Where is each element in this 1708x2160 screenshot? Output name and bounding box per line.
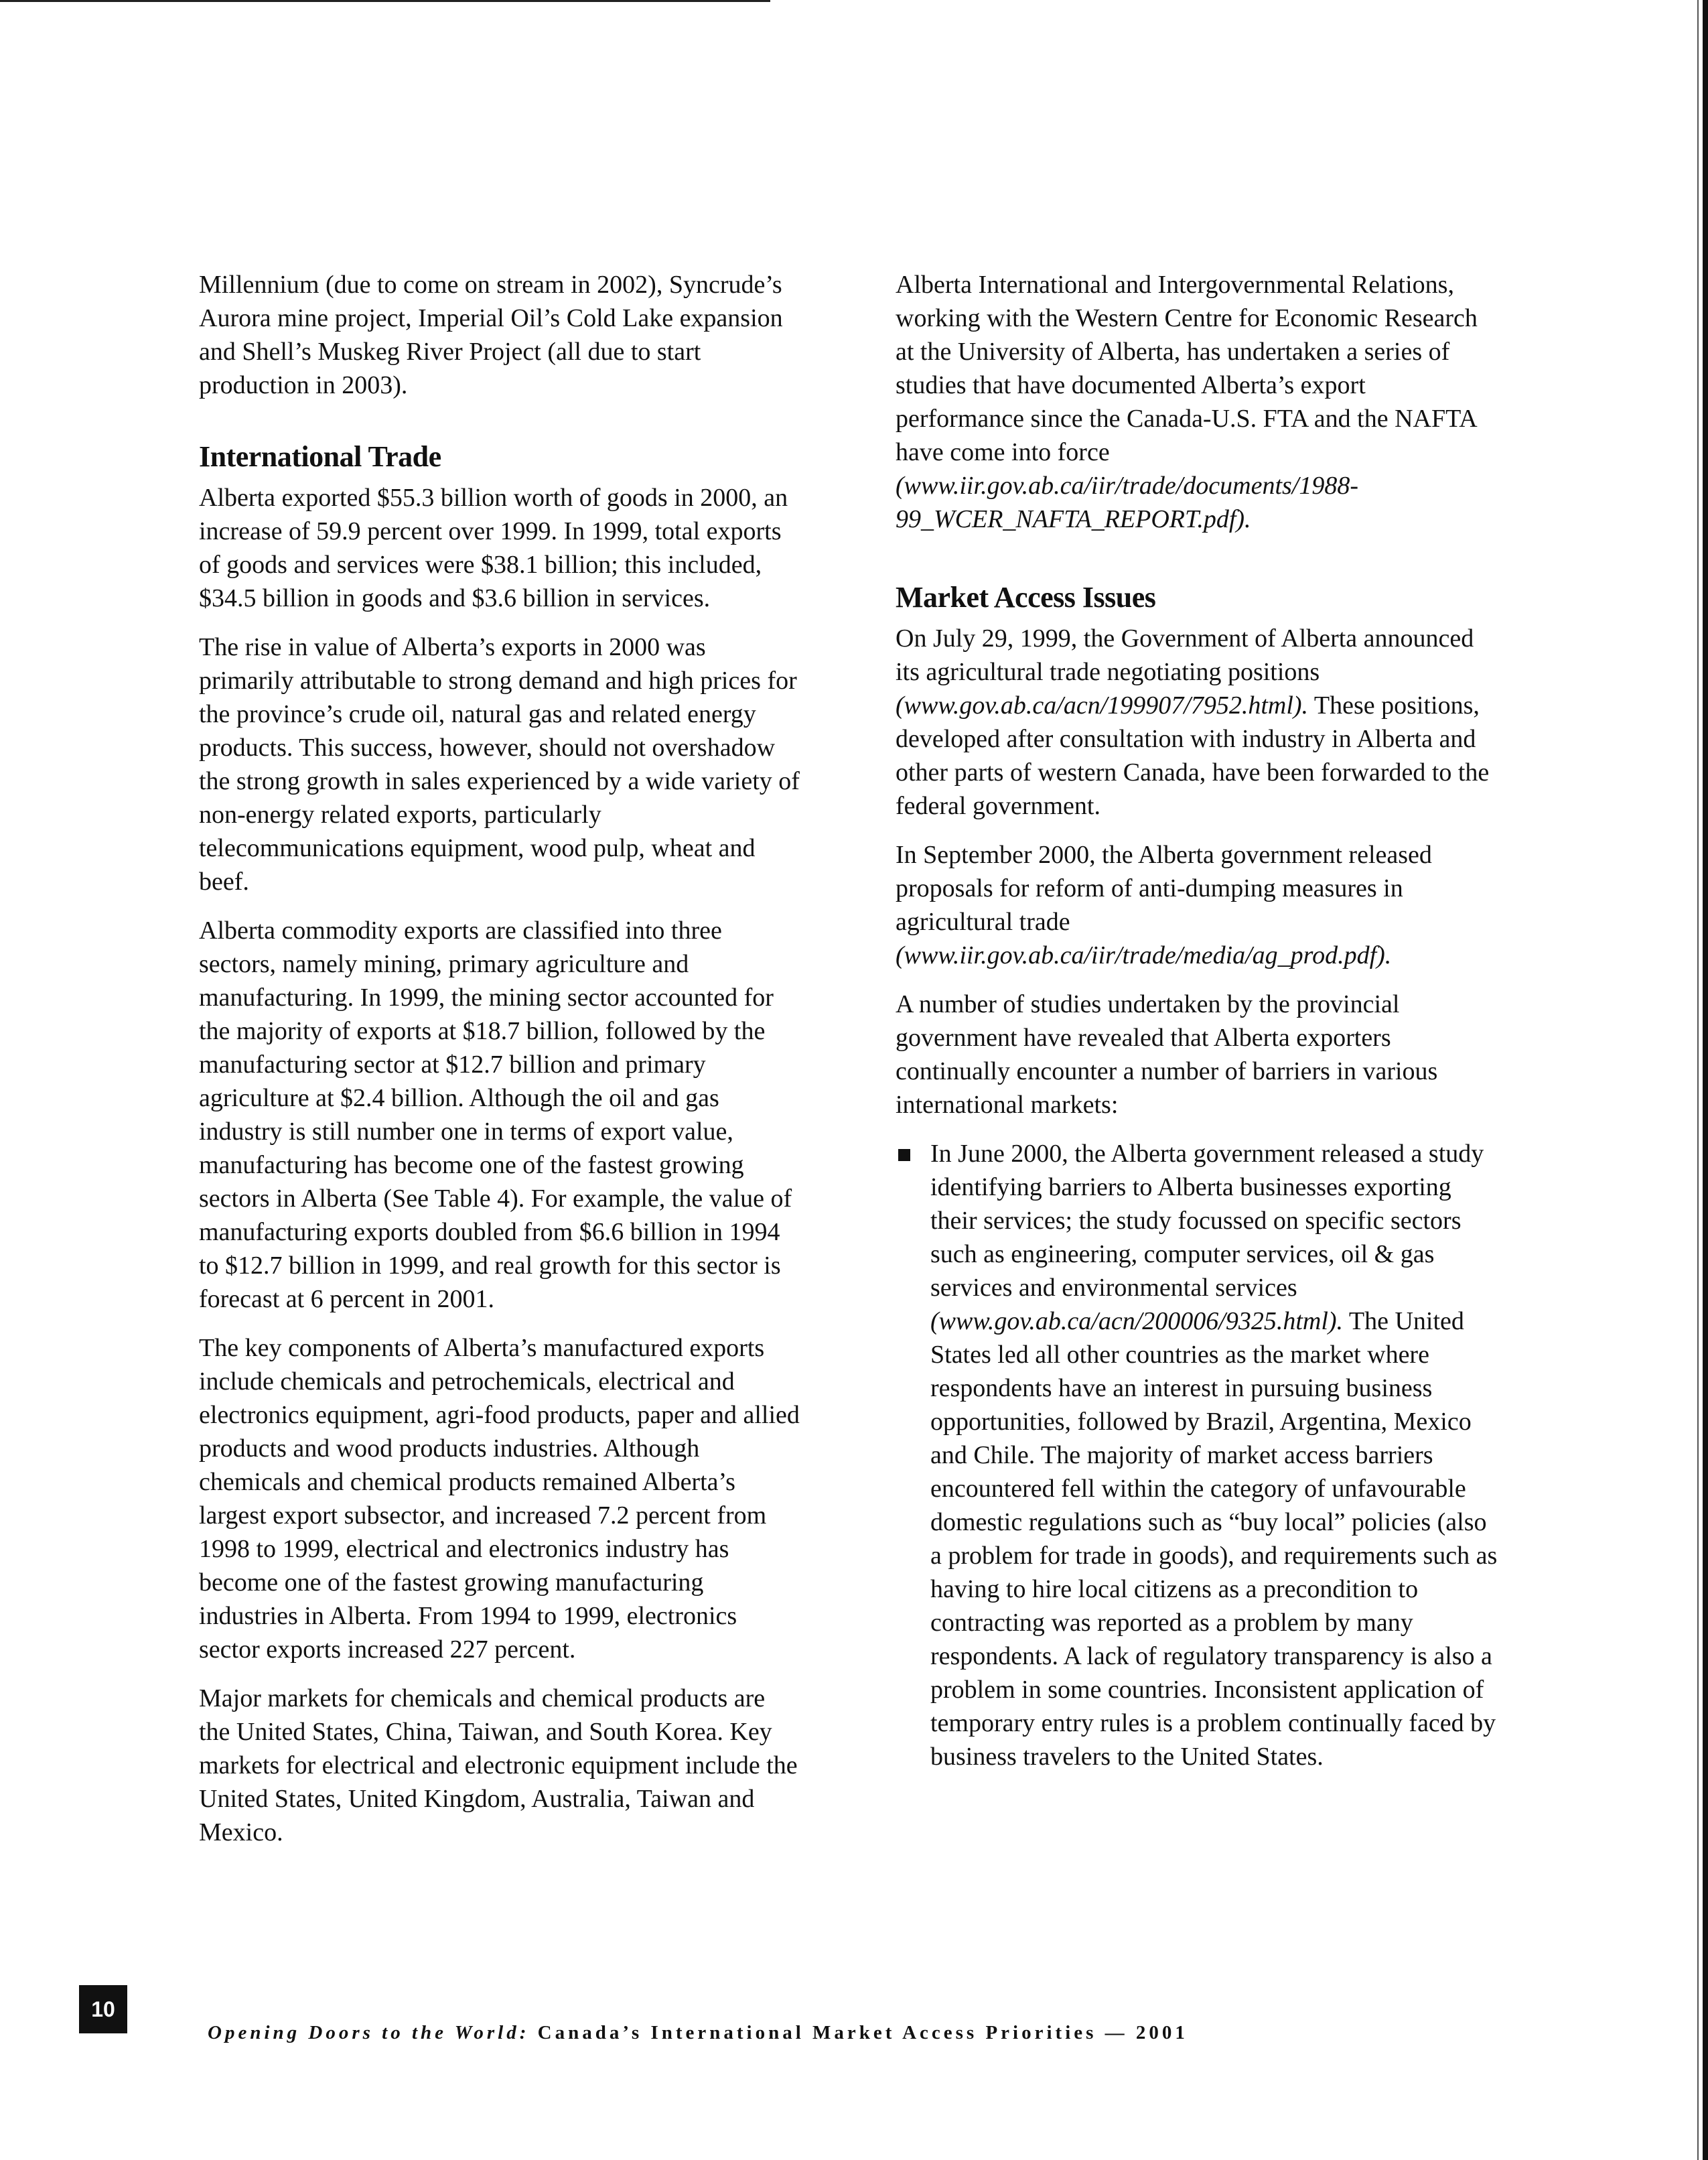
left-paragraph-1: Alberta exported $55.3 billion worth of goods in 2000, an increase of 59.9 percent over 1999. In 1999, total exports of goods and services were $38.1 billion; this included, $34.5 billion in goods and $3.6 billion in services. <box>199 484 788 612</box>
right-paragraph-1 <box>896 622 1498 823</box>
right-column <box>896 268 1498 1773</box>
bullet-text-a: In June 2000, the Alberta government released a study identifying barriers to Alberta businesses exporting their services; the study focussed on specific sectors such as engineering, computer services, oil & gas services and environmental services <box>930 1140 1484 1302</box>
right-paragraph-3: A number of studies undertaken by the provincial government have revealed that Alberta exporters continually encounter a number of barriers in various international markets: <box>896 990 1438 1119</box>
scan-edge-line <box>1697 0 1699 2160</box>
barriers-list <box>896 1137 1498 1773</box>
right-paragraph-1-text-a: On July 29, 1999, the Government of Alberta announced its agricultural trade negotiating positions <box>896 624 1474 686</box>
agri-positions-link[interactable]: (www.gov.ab.ca/acn/199907/7952.html). <box>896 691 1309 720</box>
square-bullet-icon <box>898 1149 910 1161</box>
right-paragraph-1-text-b: These positions, developed after consultation with industry in Alberta and other parts of western Canada, have been forwarded to the federal government. <box>896 691 1490 820</box>
left-paragraph-2: The rise in value of Alberta’s exports in 2000 was primarily attributable to strong demand and high prices for the province’s crude oil, natural gas and related energy products. This success, however, should not overshadow the strong growth in sales experienced by a wide variety of non-energy related exports, particularly telecommunications equipment, wood pulp, wheat and beef. <box>199 633 800 896</box>
left-intro-paragraph: Millennium (due to come on stream in 2002), Syncrude’s Aurora mine project, Imperial Oil’s Cold Lake expansion and Shell’s Muskeg River Project (all due to start production in 2003). <box>199 271 783 399</box>
footer-title-rest: Canada’s International Market Access Priorities — 2001 <box>529 2022 1188 2043</box>
footer-title-italic: Opening Doors to the World: <box>208 2022 530 2043</box>
page-number: 10 <box>79 1985 127 2033</box>
ag-prod-link[interactable]: (www.iir.gov.ab.ca/iir/trade/media/ag_prod.pdf). <box>896 941 1392 969</box>
services-study-link[interactable]: (www.gov.ab.ca/acn/200006/9325.html). <box>930 1307 1344 1335</box>
list-item <box>896 1137 1498 1773</box>
left-paragraph-4: The key components of Alberta’s manufactured exports include chemicals and petrochemicals, electrical and electronics equipment, agri-food products, paper and allied products and wood products industries. Although chemicals and chemical products remained Alberta’s largest export subsector, and increased 7.2 percent from 1998 to 1999, electrical and electronics industry has become one of the fastest growing manufacturing industries in Alberta. From 1994 to 1999, electronics sector exports increased 227 percent. <box>199 1334 800 1664</box>
wcer-report-link[interactable]: (www.iir.gov.ab.ca/iir/trade/documents/1988-99_WCER_NAFTA_REPORT.pdf). <box>896 472 1358 533</box>
left-column <box>199 268 802 1865</box>
running-footer <box>208 2022 1188 2044</box>
top-rule <box>0 0 770 2</box>
left-paragraph-3: Alberta commodity exports are classified into three sectors, namely mining, primary agriculture and manufacturing. In 1999, the mining sector accounted for the majority of exports at $18.7 billion, followed by the manufacturing sector at $12.7 billion and primary agriculture at $2.4 billion. Although the oil and gas industry is still number one in terms of export value, manufacturing has become one of the fastest growing sectors in Alberta (See Table 4). For example, the value of manufacturing exports doubled from $6.6 billion in 1994 to $12.7 billion in 1999, and real growth for this sector is forecast at 6 percent in 2001. <box>199 917 792 1313</box>
right-intro-text: Alberta International and Intergovernmental Relations, working with the Western Centre for Economic Research at the University of Alberta, has undertaken a series of studies that have documented Alberta’s export performance since the Canada-U.S. FTA and the NAFTA have come into force <box>896 271 1478 466</box>
right-intro-paragraph <box>896 268 1498 536</box>
market-access-heading: Market Access Issues <box>896 581 1156 614</box>
right-paragraph-2 <box>896 838 1498 972</box>
international-trade-heading: International Trade <box>199 440 441 473</box>
right-paragraph-2-text: In September 2000, the Alberta government released proposals for reform of anti-dumping measures in agricultural trade <box>896 841 1432 936</box>
left-paragraph-5: Major markets for chemicals and chemical products are the United States, China, Taiwan, and South Korea. Key markets for electrical and electronic equipment include the United States, United Kingdom, Australia, Taiwan and Mexico. <box>199 1684 798 1846</box>
scan-edge-bar <box>1703 0 1708 2160</box>
bullet-text-b: The United States led all other countries as the market where respondents have an interest in pursuing business opportunities, followed by Brazil, Argentina, Mexico and Chile. The majority of market access barriers encountered fell within the category of unfavourable domestic regulations such as “buy local” policies (also a problem for trade in goods), and requirements such as having to hire local citizens as a precondition to contracting was reported as a problem by many respondents. A lack of regulatory transparency is also a problem in some countries. Inconsistent application of temporary entry rules is a problem continually faced by business travelers to the United States. <box>930 1307 1498 1771</box>
